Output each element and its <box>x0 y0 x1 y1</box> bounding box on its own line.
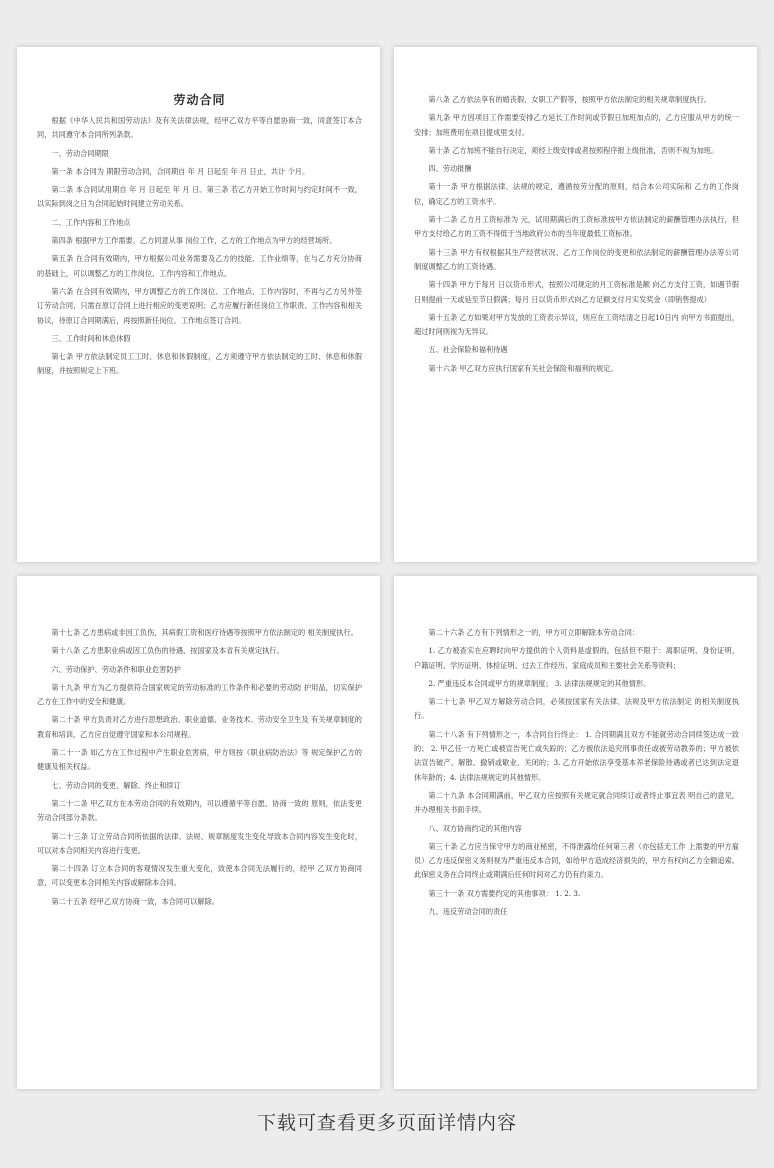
paragraph: 第二十五条 经甲乙双方协商一致，本合同可以解除。 <box>51 896 219 906</box>
paragraph: 第三十一条 双方需要约定的其他事项： 1. 2. 3. <box>428 888 581 898</box>
paragraph: 第十条 乙方加班不能自行决定，须经上级安排或者按照程序报上级批准，否则不视为加班。 <box>428 145 719 155</box>
paragraph: 第六条 在合同有效期内，甲方调整乙方的工作岗位、工作地点、工作内容时，不再与乙方另外签订劳动合同，只需在原订合同上进行相应的变更说明；乙方应履行新任岗位工作职责、工作内容和相关协议，待原订合同期满后，再按照新任岗位、工作地点签订合同。 <box>37 286 362 325</box>
paragraph: 2. 严重违反本合同或甲方的规章制度； 3. 法律法规规定的其他情形。 <box>428 678 651 688</box>
paragraph: 第十七条 乙方患病或非因工负伤，其病假工资和医疗待遇等按照甲方依法制定的 相关制度执行。 <box>51 628 358 637</box>
paragraph: 第一条 本合同为 期限劳动合同，合同期自 年 月 日起至 年 月 日止，共计 个月。 <box>51 166 310 176</box>
paragraph: 第十九条 甲方为乙方提供符合国家规定的劳动标准的工作条件和必要的劳动防 护用品，切实保护乙方在工作中的安全和健康。 <box>37 682 362 707</box>
document-page-3 <box>17 576 380 1089</box>
document-page-4 <box>394 576 757 1089</box>
paragraph: 第二十条 甲方负责对乙方进行思想政治、职业道德、业务技术、劳动安全卫生及 有关规章制度的教育和培训，乙方应自觉遵守国家和本公司规程。 <box>37 715 362 739</box>
paragraph: 第五条 在合同有效期内，甲方根据公司业务需要及乙方的技能、工作业绩等，在与乙方充分协商的基础上，可以调整乙方的工作岗位、工作内容和工作地点。 <box>37 254 362 278</box>
page-title: 劳动合同 <box>173 93 226 107</box>
paragraph: 第二十七条 甲乙双方解除劳动合同，必须按国家有关法律、法规及甲方依法制定 的相关制度执行。 <box>414 697 739 721</box>
paragraph: 九、违反劳动合同的责任 <box>428 907 508 917</box>
paragraph: 三、工作时间和休息休假 <box>51 333 131 343</box>
paragraph: 第十五条 乙方如果对甲方发放的工资表示异议，则应在工资结清之日起10日内 向甲方书面提出，超过时间则视为无异议。 <box>414 312 739 337</box>
paragraph: 第二十八条 有下列情形之一，本合同自行终止： 1. 合同期满且双方不能就劳动合同续签达成一致的； 2. 甲乙任一方死亡或被宣告死亡或失踪的；乙方被依法追究刑事责任或被劳动教养的；甲方被依法宣告破产、解散、撤销或歇业、关闭的；3. 乙方开始依法享受基本养老保险待遇或者已达到法定退休年龄的；4. 法律法规规定的其他情形。 <box>414 729 739 782</box>
paragraph: 一、劳动合同期限 <box>51 148 109 158</box>
paragraph: 第二十二条 甲乙双方在本劳动合同的有效期内，可以遵循平等自愿、协商一致的 原则，依法变更劳动合同部分条款。 <box>37 798 362 823</box>
paragraph: 第四条 根据甲方工作需要，乙方同意从事 岗位工作，乙方的工作地点为甲方的经营场所。 <box>51 236 337 246</box>
paragraph: 四、劳动报酬 <box>428 164 472 174</box>
page-body <box>414 626 739 919</box>
paragraph: 根据《中华人民共和国劳动法》及有关法律法规，经甲乙双方平等自愿协商一致，同意签订本合同，共同遵守本合同所列条款。 <box>37 116 362 140</box>
paragraph: 第二十三条 订立劳动合同所依据的法律、法规、规章制度发生变化导致本合同内容发生变化时，可以对本合同相关内容进行变更。 <box>37 831 362 855</box>
paragraph: 八、双方协商约定的其他内容 <box>428 823 522 833</box>
paragraph: 1. 乙方被查实在应聘时向甲方提供的个人资料是虚假的，包括但不限于：离职证明、身份证明、户籍证明、学历证明、体检证明、过去工作经历、家庭成员和主要社会关系等资料； <box>414 646 739 670</box>
paragraph: 六、劳动保护、劳动条件和职业危害防护 <box>51 664 181 674</box>
paragraph: 第七条 甲方依法制定员工工时、休息和休假制度，乙方须遵守甲方依法制定的工时、休息和休假制度，并按照规定上下班。 <box>37 352 362 376</box>
paragraph: 五、社会保险和福利待遇 <box>428 345 508 355</box>
page-body <box>37 114 362 379</box>
paragraph: 第二条 本合同试用期自 年 月 日起至 年 月 日。第三条 若乙方开始工作时间与约定时间不一致，以实际到岗之日为合同起始时间建立劳动关系。 <box>37 185 362 209</box>
page-body <box>414 93 739 376</box>
paragraph: 第十二条 乙方月工资标准为 元，试用期满后的工资标准按甲方依法制定的薪酬管理办法执行，但甲方支付给乙方的工资不得低于当地政府公布的当年度最低工资标准。 <box>414 215 739 239</box>
document-page-2 <box>394 47 757 562</box>
paragraph: 第十四条 甲方于每月 日以货币形式，按照公司规定的月工资标准是额 向乙方支付工资，如遇节假日则提前一天或延至节日假满；每月 日以货币形式向乙方足额支付月实发奖金（即销售提成） <box>414 280 739 304</box>
paragraph: 第十三条 甲方有权根据其生产经营状况、乙方工作岗位的变更和依法制定的薪酬管理办法等公司制度调整乙方的工资待遇。 <box>414 247 739 271</box>
paragraph: 第八条 乙方依法享有的婚丧假、女职工产假等，按照甲方依法制定的相关规章制度执行。 <box>428 95 711 104</box>
paragraph: 第九条 甲方因项目工作需要安排乙方延长工作时间或节假日加班加点的，乙方应服从甲方的统一安排；加班费用在项目提成里支付。 <box>414 113 739 137</box>
paragraph: 第三十条 乙方应当保守甲方的商业秘密，不得泄露给任何第三者（亦包括无工作 上需要的甲方雇员）乙方违反保密义务则视为严重违反本合同，如给甲方造成经济损失的，甲方有权向乙方全额追索。此保密义务在合同终止或期满后任何时间对乙方仍有约束力。 <box>414 841 739 880</box>
paragraph: 第十六条 甲乙双方应执行国家有关社会保险和福利的规定。 <box>428 363 618 373</box>
page-body <box>37 626 362 909</box>
download-more-text[interactable]: 下载可查看更多页面详情内容 <box>256 1112 517 1134</box>
document-page-1 <box>17 47 380 562</box>
paragraph: 第二十四条 订立本合同的客观情况发生重大变化，致使本合同无法履行的，经甲 乙双方协商同意，可以变更本合同相关内容或解除本合同。 <box>37 864 362 888</box>
paragraph: 二、工作内容和工作地点 <box>51 217 131 227</box>
paragraph: 第二十六条 乙方有下列情形之一的，甲方可立即解除本劳动合同： <box>428 628 640 637</box>
paragraph: 第二十一条 如乙方在工作过程中产生职业危害病，甲方则按《职业病防治法》等 规定保护乙方的健康及相关权益。 <box>37 748 362 772</box>
paragraph: 第二十九条 本合同期满前，甲乙双方应按照有关规定就合同续订或者终止事宜表 明自己的意见，并办理相关书面手续。 <box>414 790 739 815</box>
paragraph: 七、劳动合同的变更、解除、终止和续订 <box>51 780 181 790</box>
paragraph: 第十一条 甲方根据法律、法规的规定，遵循按劳分配的原则，结合本公司实际和 乙方的工作岗位，确定乙方的工资水平。 <box>414 182 739 206</box>
paragraph: 第十八条 乙方患职业病或因工负伤的待遇，按国家及本省有关规定执行。 <box>51 646 284 656</box>
